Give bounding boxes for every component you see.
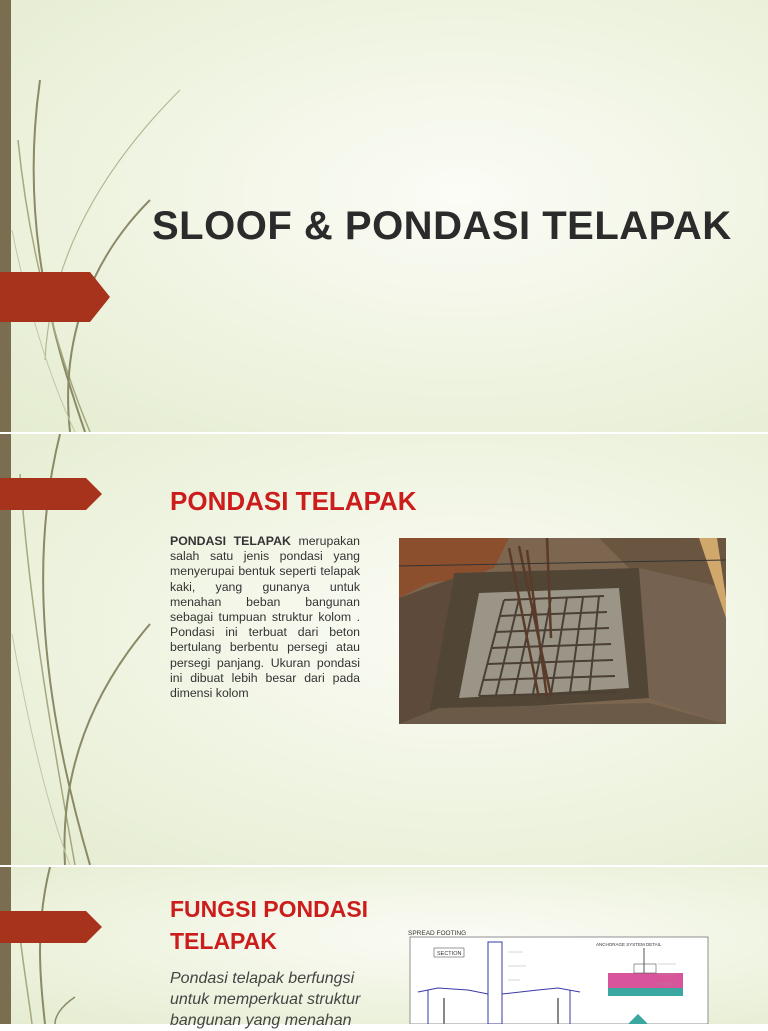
paragraph-bold-term: PONDASI TELAPAK [170, 534, 291, 548]
diagram-title: SPREAD FOOTING [408, 930, 467, 937]
section-heading: PONDASI TELAPAK [170, 486, 417, 516]
slide-1 [0, 0, 768, 432]
presentation-title: SLOOF & PONDASI TELAPAK [152, 204, 732, 248]
diagram-detail-label: ANCHORAGE SYSTEM DETAIL [596, 942, 662, 947]
function-paragraph: Pondasi telapak berfungsi untuk memperkuat struktur bangunan yang menahan [170, 970, 361, 1029]
section-tab-marker [0, 911, 102, 943]
paragraph-text: merupakan salah satu jenis pondasi yang menyerupai bentuk seperti telapak kaki, yang gunanya untuk menahan beban bangunan sebagai tumpuan struktur kolom . Pondasi ini terbuat dari beton bertulang berbentu persegi atau persegi panjang. Ukuran pondasi ini dibuat lebih besar dari pada dimensi kolom [170, 534, 360, 701]
section-tab-marker [0, 478, 102, 510]
spread-footing-diagram [408, 928, 710, 1024]
function-heading: FUNGSI PONDASI TELAPAK [170, 896, 369, 954]
title-tab-marker [0, 272, 110, 322]
diagram-section-label: SECTION [437, 951, 462, 957]
description-paragraph [170, 534, 360, 701]
foundation-excavation-photo [399, 538, 726, 724]
